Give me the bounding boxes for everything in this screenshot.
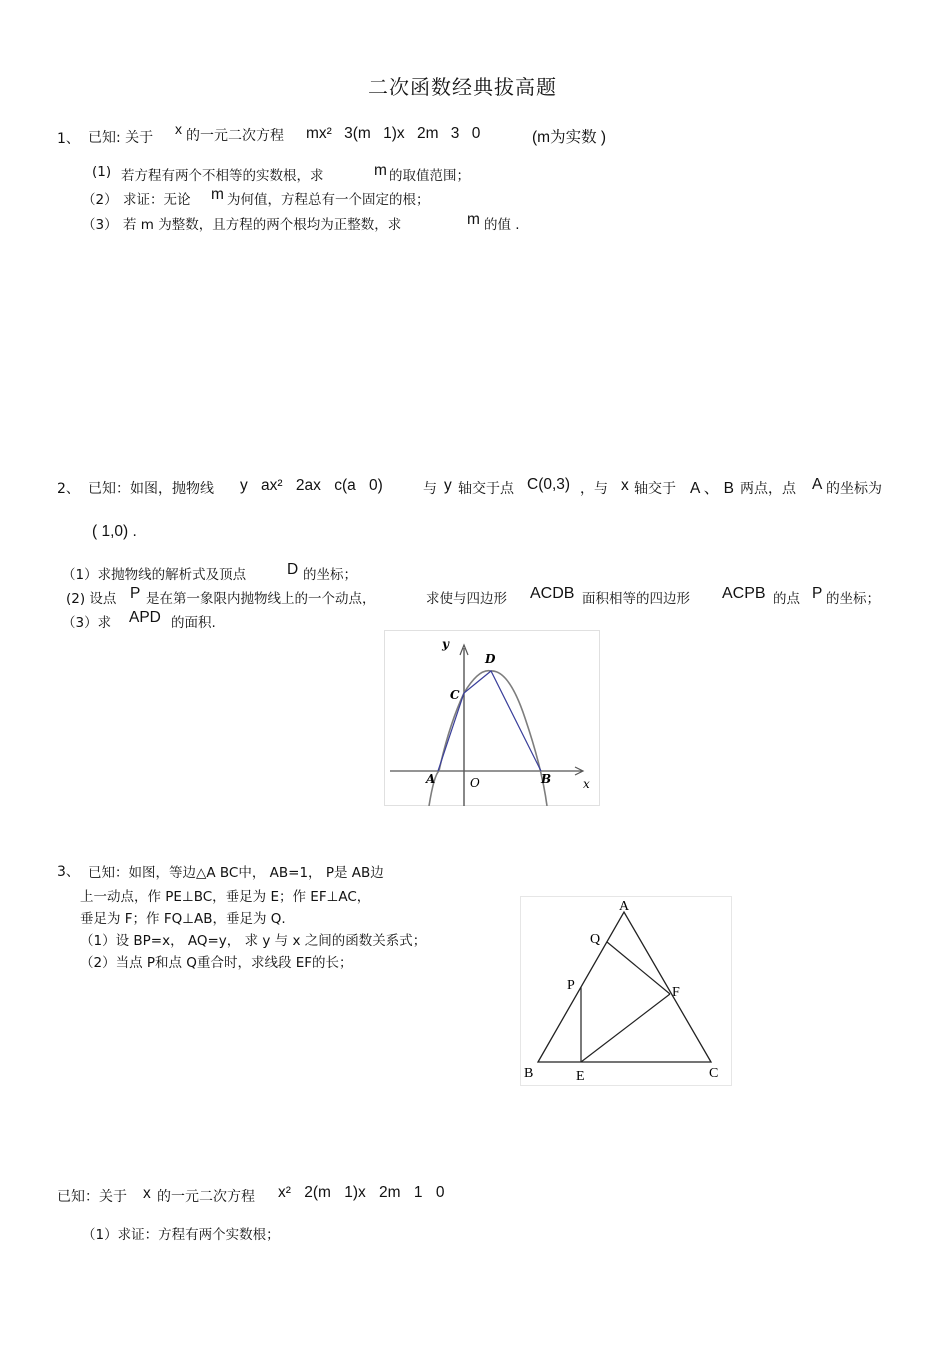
q1-part1: 若方程有两个不相等的实数根，求	[121, 168, 324, 184]
q2-part3-b: 的面积.	[171, 615, 216, 631]
q2-part2-f: 的坐标；	[826, 591, 880, 607]
q2-part1-end: 的坐标；	[303, 567, 357, 583]
q2-text6: 的坐标为	[826, 481, 882, 497]
q1-var-x: x	[175, 121, 182, 137]
label-f: F	[672, 985, 680, 1000]
q2-x: x	[621, 477, 629, 494]
q2-equation: y ax² 2ax c(a 0)	[240, 477, 383, 494]
label-e: E	[576, 1069, 585, 1084]
q2-part2-acpb: ACPB	[722, 585, 766, 602]
q2-coord-a: ( 1,0) .	[92, 523, 137, 540]
label-a: A	[619, 899, 630, 914]
label-p: P	[567, 978, 575, 993]
q3-part1: （1）设 BP=x， AQ=y， 求 y 与 x 之间的函数关系式；	[80, 933, 427, 949]
q2-part2-p: P	[130, 585, 141, 602]
q4-intro: 已知：关于	[57, 1189, 127, 1205]
q2-part2-e: 的点	[773, 591, 800, 607]
label-d: D	[485, 652, 496, 666]
label-a: A	[426, 772, 436, 786]
q2-y: y	[444, 477, 452, 494]
q4-part1: （1）求证：方程有两个实数根；	[82, 1227, 280, 1243]
q2-text1: 与	[423, 481, 437, 497]
q2-point-a: A	[812, 476, 823, 493]
q1-part1-end: 的取值范围；	[389, 168, 470, 184]
q1-part3: 若 m 为整数，且方程的两个根均为正整数，求	[123, 217, 402, 233]
q2-point-c: C(0,3)	[527, 476, 571, 493]
page-title: 二次函数经典拔高题	[368, 75, 557, 99]
q1-equation: mx² 3(m 1)x 2m 3 0	[306, 125, 481, 142]
q1-part1-label: (1)	[92, 164, 112, 180]
label-x: x	[583, 777, 590, 791]
q2-part1-d: D	[287, 561, 299, 578]
q2-number: 2、	[57, 481, 80, 497]
q3-line3: 垂足为 F；作 FQ⊥AB，垂足为 Q.	[80, 911, 286, 927]
q3-line2: 上一动点，作 PE⊥BC，垂足为 E；作 EF⊥AC，	[80, 889, 371, 905]
q1-part2-end: 为何值，方程总有一个固定的根；	[227, 192, 430, 208]
q1-intro: 已知: 关于	[88, 130, 154, 146]
q3-number: 3、	[57, 864, 80, 880]
q1-condition: (m为实数 )	[532, 129, 607, 146]
label-y: y	[442, 637, 449, 651]
q1-part1-m: m	[374, 162, 387, 179]
q2-text3: ，与	[580, 481, 608, 497]
triangle-figure	[520, 896, 732, 1086]
q2-intro: 已知：如图，抛物线	[88, 481, 214, 497]
q3-line1: 已知：如图，等边△A BC中， AB=1， P是 AB边	[88, 865, 384, 881]
label-b: B	[524, 1066, 534, 1081]
label-o: O	[470, 776, 480, 790]
q1-part3-end: 的值 .	[484, 217, 520, 233]
q1-text: 的一元二次方程	[186, 128, 284, 144]
figure-frame	[521, 897, 732, 1086]
q2-points-ab: A 、 B	[690, 480, 734, 497]
q1-part2: 求证：无论	[123, 192, 191, 208]
q2-part3-apd: APD	[129, 609, 161, 626]
q1-part3-m: m	[467, 211, 480, 228]
label-c: C	[450, 688, 460, 702]
q2-text2: 轴交于点	[458, 481, 514, 497]
q3-part2: （2）当点 P和点 Q重合时，求线段 EF的长；	[80, 955, 353, 971]
q2-part2-b: 是在第一象限内抛物线上的一个动点，	[146, 591, 376, 607]
q4-text: 的一元二次方程	[157, 1189, 255, 1205]
q1-part2-m: m	[211, 186, 224, 203]
q4-equation: x² 2(m 1)x 2m 1 0	[278, 1184, 445, 1201]
parabola-figure	[384, 630, 600, 806]
q2-part2-p2: P	[812, 585, 823, 602]
q2-text4: 轴交于	[634, 481, 676, 497]
label-q: Q	[590, 932, 601, 947]
q2-text5: 两点，点	[740, 481, 796, 497]
q1-number: 1、	[57, 131, 80, 147]
q1-part3-label: （3）	[82, 217, 118, 233]
q4-x: x	[143, 1185, 151, 1202]
q2-part3-a: （3）求	[62, 615, 112, 631]
label-c: C	[709, 1066, 719, 1081]
q2-part1: （1）求抛物线的解析式及顶点	[62, 567, 247, 583]
q2-part2-d: 面积相等的四边形	[582, 591, 690, 607]
q2-part2-a: (2) 设点	[66, 591, 117, 607]
label-b: B	[541, 772, 552, 786]
q2-part2-acdb: ACDB	[530, 585, 575, 602]
q2-part2-c: 求使与四边形	[426, 591, 507, 607]
q1-part2-label: （2）	[82, 192, 118, 208]
